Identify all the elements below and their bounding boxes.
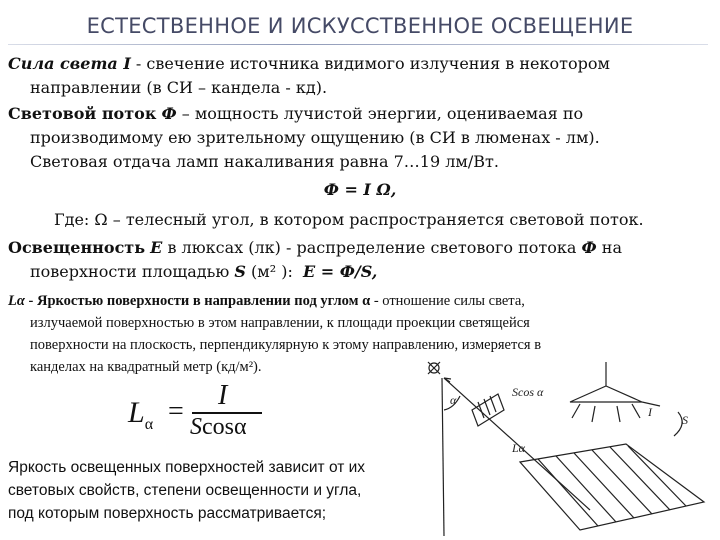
label-s: S: [682, 413, 688, 427]
intensity-paragraph: [8, 52, 708, 100]
luminance-definition: - отношение силы света,: [370, 293, 525, 309]
flux-symbol: Ф: [161, 104, 177, 123]
illuminance-flux-symbol: Ф: [581, 238, 597, 257]
luminance-line-3: поверхности на плоскость, перпендикулярную к этому направлению, измеряется в: [30, 337, 542, 353]
illuminance-area-text: поверхности площадью: [30, 262, 235, 281]
label-scos-alpha: Scos α: [512, 385, 544, 399]
lamp-icon: [570, 386, 642, 402]
flux-line-3: Световая отдача ламп накаливания равна 7…19 лм/Вт.: [30, 152, 499, 171]
illuminance-line-1: [8, 236, 708, 260]
illuminance-line-2: [8, 260, 708, 284]
flux-definition: – мощность лучистой энергии, оцениваемая по: [176, 104, 584, 123]
intensity-definition: - свечение источника видимого излучения в некотором: [130, 54, 610, 73]
illuminance-line-1-end: на: [596, 238, 622, 257]
label-l-alpha: Lα: [512, 441, 525, 455]
luminance-term: - Яркостью поверхности в направлении под углом α: [24, 293, 371, 309]
luminance-symbol: Lα: [8, 293, 25, 309]
illuminance-unit: (м² ):: [245, 262, 293, 281]
luminance-diagram: [420, 352, 710, 538]
luminance-line-2: излучаемой поверхностью в этом направлении, к площади проекции светящейся: [30, 315, 530, 331]
luminance-formula: [128, 382, 278, 452]
illuminance-term: Освещенность: [8, 238, 146, 257]
flux-term: Световой поток: [8, 104, 157, 123]
intensity-symbol: I: [123, 54, 131, 73]
page-title: ЕСТЕСТВЕННОЕ И ИСКУССТВЕННОЕ ОСВЕЩЕНИЕ: [86, 14, 634, 38]
flux-paragraph: [8, 102, 708, 174]
formula-numerator: I: [218, 380, 228, 411]
title-divider: [8, 44, 708, 45]
luminance-line-4: канделах на квадратный метр (кд/м²).: [30, 359, 262, 375]
illuminance-area-symbol: S: [234, 262, 246, 281]
label-alpha: α: [450, 393, 457, 407]
brightness-note-line-3: под которым поверхность рассматривается;: [8, 505, 327, 522]
illuminance-formula: Е = Ф/S,: [303, 262, 378, 281]
brightness-note-line-1: Яркость освещенных поверхностей зависит от их: [8, 459, 366, 476]
formula-lhs: $L_\alpha$: [128, 396, 154, 433]
flux-formula: Ф = I Ω,: [323, 180, 397, 199]
brightness-note: [8, 456, 428, 525]
flux-line-2: производимому ею зрительному ощущению (в СИ в люменах - лм).: [30, 128, 600, 147]
formula-denominator: Scosα: [190, 414, 247, 440]
brightness-note-line-2: световых свойств, степени освещенности и угла,: [8, 482, 362, 499]
illuminance-definition: в люксах (лк) - распределение светового потока: [162, 238, 577, 257]
intensity-line-1: [8, 52, 708, 76]
luminance-line-1: [8, 290, 698, 312]
flux-line-1: [8, 102, 708, 126]
illuminance-paragraph: [8, 236, 708, 284]
label-i: I: [648, 405, 652, 419]
formula-equals: =: [168, 396, 184, 427]
illuminance-symbol: Е: [150, 238, 163, 257]
intensity-line-2: направлении (в СИ – кандела - кд).: [30, 78, 328, 97]
intensity-term: Сила света: [8, 54, 118, 73]
flux-where-line: Где: Ω – телесный угол, в котором распространяется световой поток.: [54, 210, 644, 229]
